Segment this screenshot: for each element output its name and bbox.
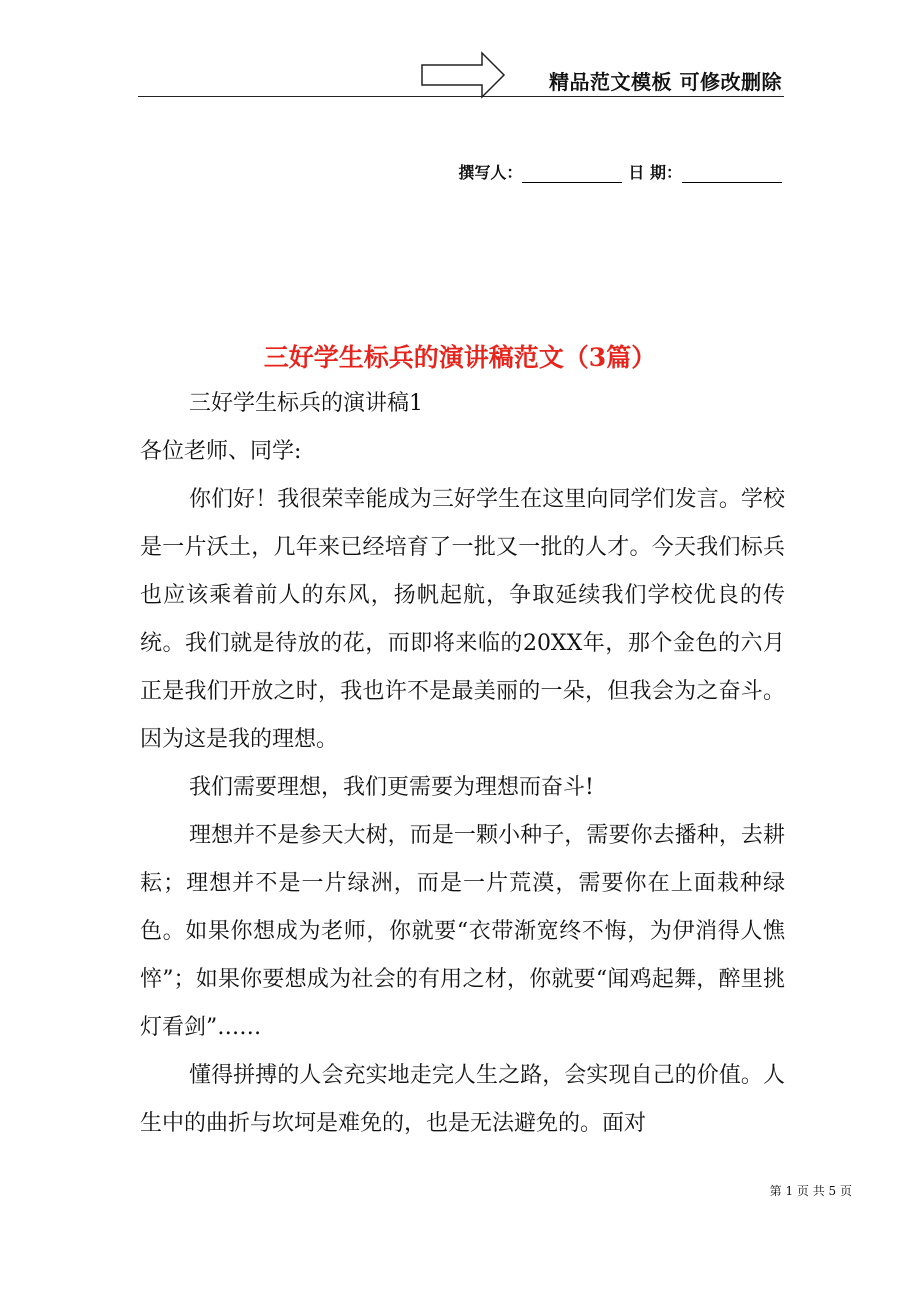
document-body [140,380,785,1148]
date-field[interactable] [682,164,782,183]
page-indicator: 第 1 页 共 5 页 [769,1184,852,1198]
body-paragraph: 理想并不是参天大树，而是一颗小种子，需要你去播种，去耕耘；理想并不是一片绿洲，而是一片荒漠，需要你在上面栽种绿色。如果你想成为老师，你就要“衣带渐宽终不悔，为伊消得人憔悴”；如果你要想成为社会的有用之材，你就要“闻鸡起舞，醉里挑灯看剑”…… [140,823,785,1040]
salutation: 各位老师、同学: [140,439,302,464]
body-paragraph: 你们好！我很荣幸能成为三好学生在这里向同学们发言。学校是一片沃土，几年来已经培育了一批又一批的人才。今天我们标兵也应该乘着前人的东风，扬帆起航，争取延续我们学校优良的传统。我们就是待放的花，而即将来临的20XX年，那个金色的六月正是我们开放之时，我也许不是最美丽的一朵，但我会为之奋斗。因为这是我的理想。 [140,487,785,752]
body-paragraph: 懂得拼搏的人会充实地走完人生之路，会实现自己的价值。人生中的曲折与坎坷是难免的，也是无法避免的。面对 [140,1063,785,1136]
author-label: 撰写人： [458,163,523,182]
document-title: 三好学生标兵的演讲稿范文（3篇） [263,343,657,372]
speech-heading: 三好学生标兵的演讲稿1 [189,391,423,416]
header-divider [138,96,784,97]
body-paragraph: 我们需要理想，我们更需要为理想而奋斗! [189,775,594,800]
date-label: 日 期： [628,163,682,182]
arrow-icon [420,50,506,100]
author-field[interactable] [522,164,622,183]
header-title: 精品范文模板 可修改删除 [549,70,782,94]
author-date-line [458,160,782,183]
